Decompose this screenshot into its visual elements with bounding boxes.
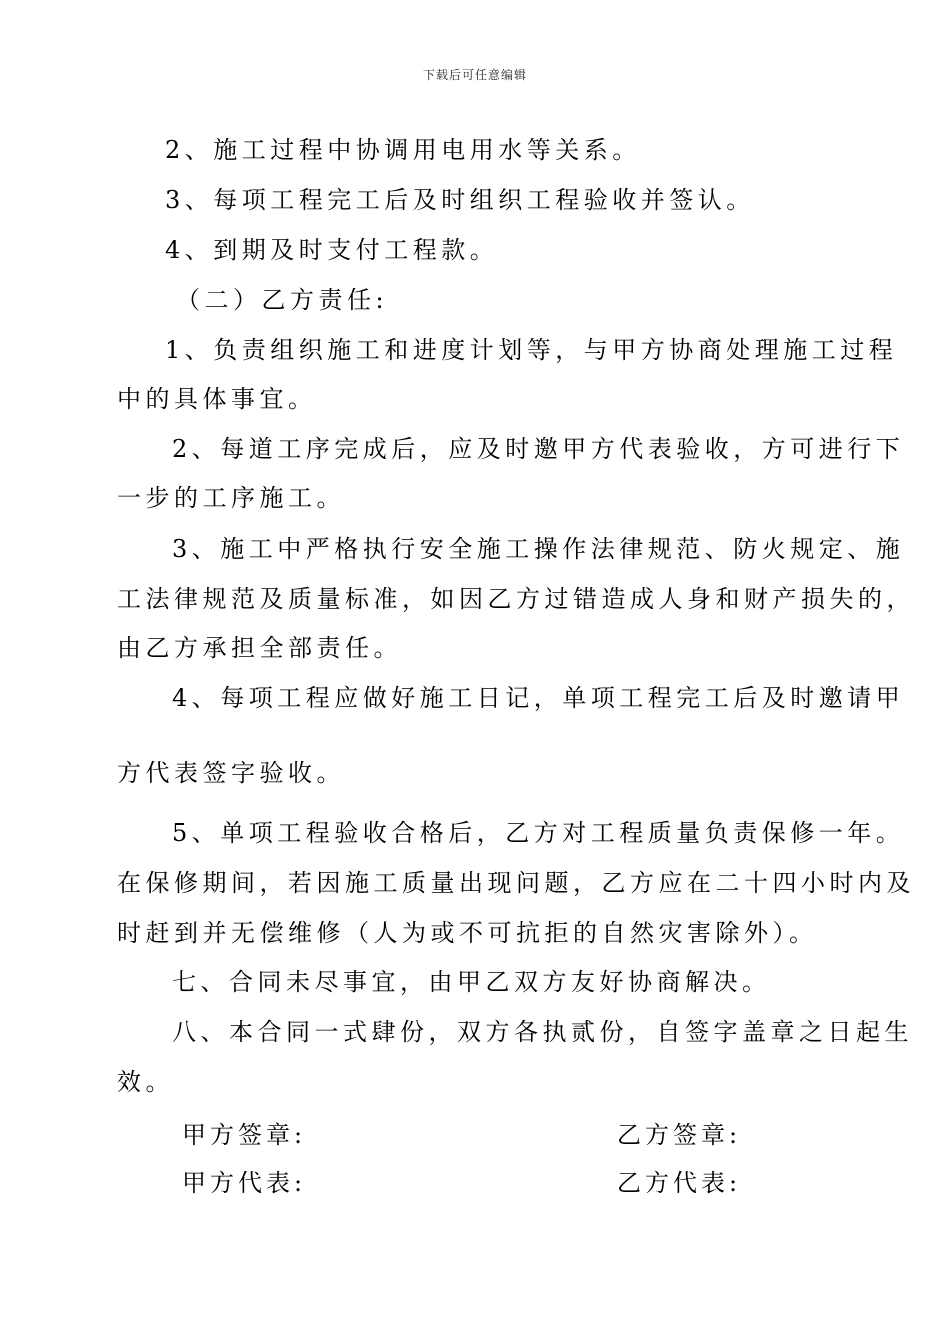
- clause-line: 方代表签字验收。: [117, 759, 345, 787]
- clause-line: 5、单项工程验收合格后，乙方对工程质量负责保修一年。: [172, 819, 905, 847]
- clause-line: 2、每道工序完成后，应及时邀甲方代表验收，方可进行下: [172, 435, 905, 463]
- clause-line: 3、施工中严格执行安全施工操作法律规范、防火规定、施: [172, 535, 905, 563]
- clause-line: 4、到期及时支付工程款。: [165, 236, 499, 264]
- party-b-rep-label: 乙方代表:: [617, 1169, 742, 1197]
- clause-line: 由乙方承担全部责任。: [117, 634, 402, 662]
- clause-line: 效。: [117, 1068, 174, 1096]
- clause-line: 工法律规范及质量标准，如因乙方过错造成人身和财产损失的，: [117, 585, 915, 613]
- clause-line: 2、施工过程中协调用电用水等关系。: [165, 136, 641, 164]
- party-b-seal-label: 乙方签章:: [617, 1121, 742, 1149]
- clause-line: 3、每项工程完工后及时组织工程验收并签认。: [165, 186, 755, 214]
- party-a-rep-label: 甲方代表:: [182, 1169, 307, 1197]
- clause-line: 4、每项工程应做好施工日记，单项工程完工后及时邀请甲: [172, 684, 905, 712]
- clause-line: 在保修期间，若因施工质量出现问题，乙方应在二十四小时内及: [117, 869, 915, 897]
- clause-line: 七、合同未尽事宜，由甲乙双方友好协商解决。: [172, 968, 771, 996]
- clause-line: 时赶到并无偿维修（人为或不可抗拒的自然灾害除外）。: [117, 919, 818, 947]
- header-note: 下载后可任意编辑: [422, 68, 527, 82]
- clause-line: 中的具体事宜。: [117, 385, 317, 413]
- section-heading: （二）乙方责任:: [176, 286, 389, 314]
- clause-line: 1、负责组织施工和进度计划等，与甲方协商处理施工过程: [165, 336, 898, 364]
- clause-line: 八、本合同一式肆份，双方各执贰份，自签字盖章之日起生: [172, 1018, 913, 1046]
- party-a-seal-label: 甲方签章:: [182, 1121, 307, 1149]
- clause-line: 一步的工序施工。: [117, 484, 345, 512]
